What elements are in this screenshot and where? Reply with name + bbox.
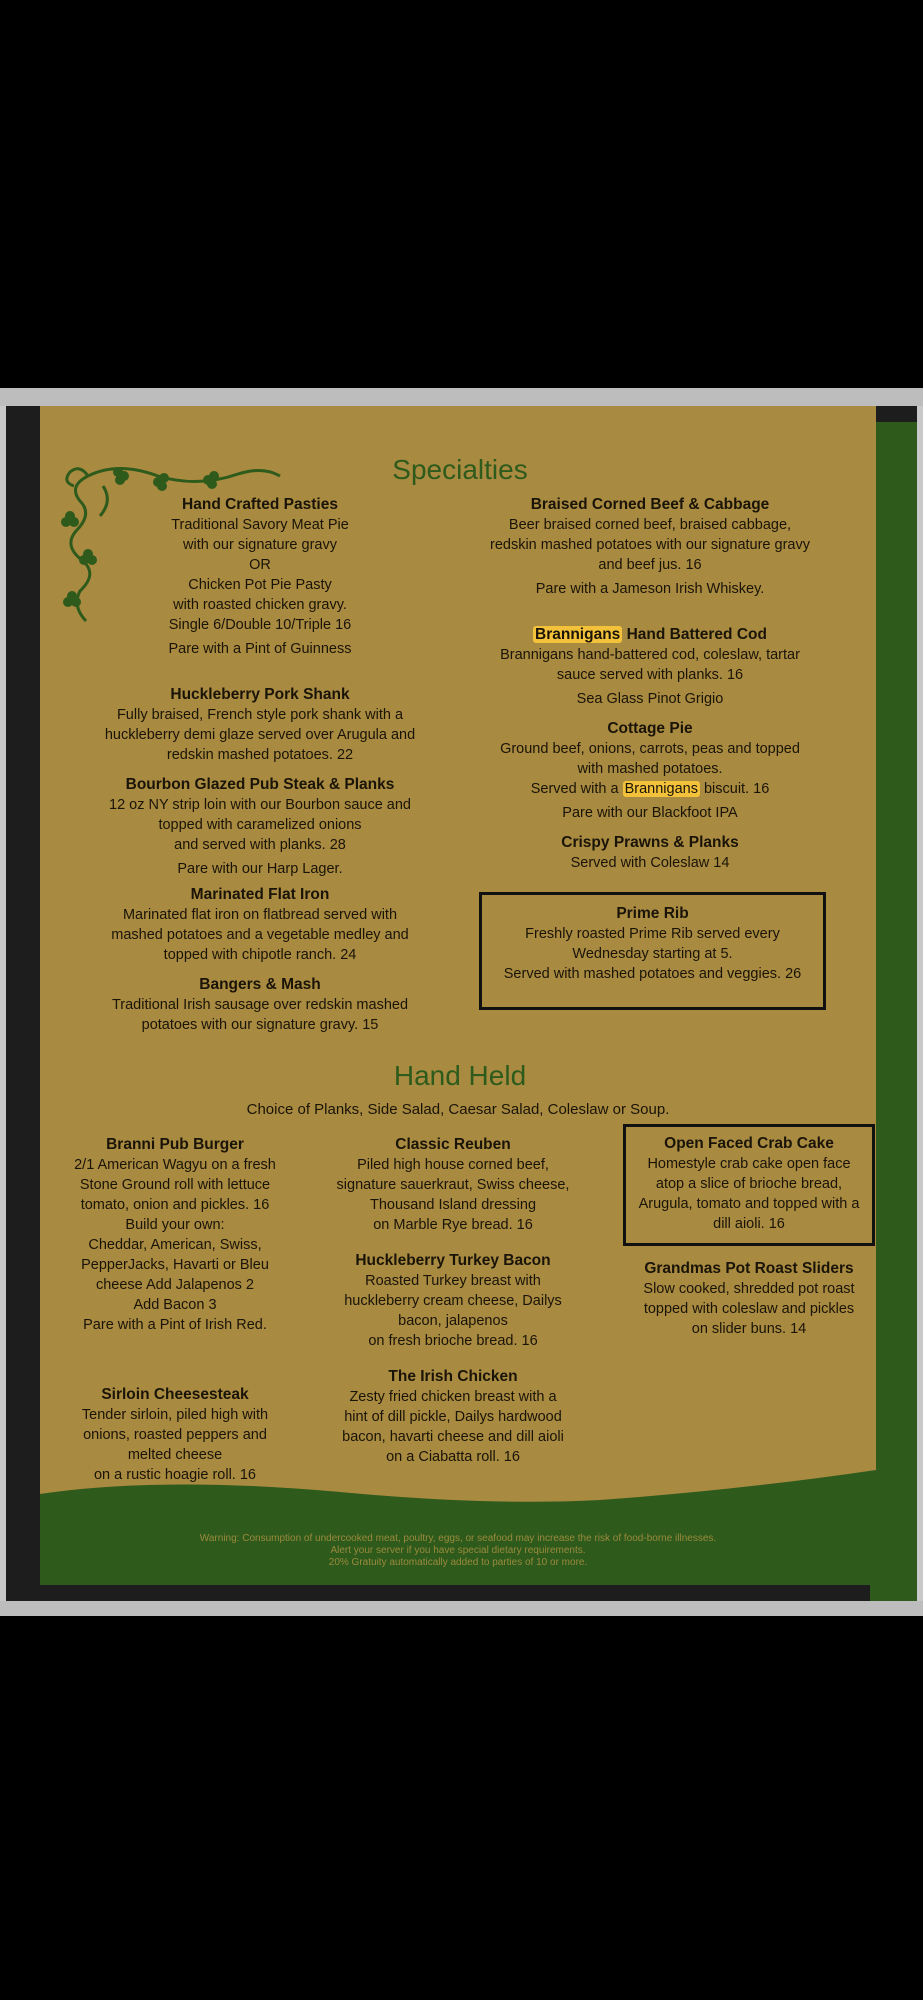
item-braised-corned-beef <box>470 494 830 599</box>
specialties-title: Specialties <box>392 454 528 485</box>
item-price-line: Single 6/Double 10/Triple 16 <box>168 617 352 633</box>
item-open-faced-crab-cake <box>626 1133 872 1234</box>
item-desc: mashed potatoes and a vegetable medley and <box>111 927 409 943</box>
item-desc: with our signature gravy <box>183 537 337 553</box>
item-price-line <box>470 779 830 799</box>
item-name: Prime Rib <box>616 905 689 922</box>
item-name: Bourbon Glazed Pub Steak & Planks <box>125 776 395 793</box>
item-desc: Wednesday starting at 5. <box>572 946 733 962</box>
item-price-line: Served with mashed potatoes and veggies. 26 <box>503 966 802 982</box>
prime-rib-box <box>479 892 826 1010</box>
item-price-line: on a rustic hoagie roll. 16 <box>93 1467 256 1483</box>
item-huckleberry-pork-shank <box>70 684 450 765</box>
item-name: Hand Crafted Pasties <box>182 496 338 513</box>
hand-held-sides: Choice of Planks, Side Salad, Caesar Salad, Coleslaw or Soup. <box>246 1101 670 1118</box>
item-price-line: tomato, onion and pickles. 16 <box>80 1197 270 1213</box>
item-desc: Build your own: <box>125 1217 225 1233</box>
item-name: Braised Corned Beef & Cabbage <box>530 496 770 513</box>
image-canvas <box>6 406 917 1601</box>
item-pairing: Sea Glass Pinot Grigio <box>576 691 724 707</box>
item-desc: Marinated flat iron on flatbread served with <box>122 907 398 923</box>
item-pairing: Pare with a Pint of Irish Red. <box>83 1317 267 1333</box>
item-desc: with mashed potatoes. <box>577 761 723 777</box>
item-price-line: sauce served with planks. 16 <box>556 667 744 683</box>
item-pairing: Pare with our Harp Lager. <box>177 861 343 877</box>
item-name: Branni Pub Burger <box>106 1136 244 1153</box>
item-desc: 12 oz NY strip loin with our Bourbon sauce and <box>109 797 411 813</box>
warning-line: 20% Gratuity automatically added to parties of 10 or more. <box>328 1557 588 1568</box>
hand-held-title: Hand Held <box>393 1060 527 1091</box>
item-desc: with roasted chicken gravy. <box>173 597 347 613</box>
item-name <box>470 624 830 645</box>
item-pairing: Pare with a Jameson Irish Whiskey. <box>535 581 765 597</box>
item-desc: OR <box>249 557 271 573</box>
image-viewer-frame <box>0 388 923 1616</box>
item-desc: atop a slice of brioche bread, <box>655 1176 843 1192</box>
item-price-line: redskin mashed potatoes. 22 <box>166 747 354 763</box>
item-desc: bacon, jalapenos <box>398 1313 508 1329</box>
item-desc: Ground beef, onions, carrots, peas and topped <box>500 741 800 757</box>
item-desc: Tender sirloin, piled high with <box>81 1407 269 1423</box>
warning-line: Alert your server if you have special dietary requirements. <box>330 1545 586 1556</box>
item-desc: Brannigans hand-battered cod, coleslaw, tartar <box>500 647 800 663</box>
item-price-line: and beef jus. 16 <box>598 557 702 573</box>
item-desc: hint of dill pickle, Dailys hardwood <box>344 1409 562 1425</box>
item-desc: Traditional Savory Meat Pie <box>171 517 349 533</box>
item-desc: Homestyle crab cake open face <box>647 1156 851 1172</box>
item-desc: PepperJacks, Havarti or Bleu <box>81 1257 269 1273</box>
search-highlight: Brannigans <box>535 626 621 643</box>
item-price-line: dill aioli. 16 <box>713 1216 785 1232</box>
item-desc: 2/1 American Wagyu on a fresh <box>74 1157 276 1173</box>
item-pairing: Pare with a Pint of Guinness <box>168 641 352 657</box>
item-classic-reuben <box>328 1134 578 1235</box>
item-desc: topped with caramelized onions <box>158 817 362 833</box>
item-desc: Slow cooked, shredded pot roast <box>643 1281 855 1297</box>
item-price-line: and served with planks. 28 <box>174 837 346 853</box>
item-cottage-pie <box>470 718 830 823</box>
served-text: Served with a <box>530 781 623 797</box>
item-desc: onions, roasted peppers and <box>83 1427 267 1443</box>
item-desc: bacon, havarti cheese and dill aioli <box>342 1429 564 1445</box>
item-desc: cheese Add Jalapenos 2 <box>95 1277 254 1293</box>
item-desc: Stone Ground roll with lettuce <box>79 1177 271 1193</box>
item-price-line: on Marble Rye bread. 16 <box>373 1217 533 1233</box>
item-name: Grandmas Pot Roast Sliders <box>644 1260 854 1277</box>
item-desc: melted cheese <box>127 1447 223 1463</box>
item-desc: Piled high house corned beef, <box>357 1157 549 1173</box>
item-price-line: on a Ciabatta roll. 16 <box>386 1449 520 1465</box>
item-name: Marinated Flat Iron <box>190 886 330 903</box>
item-name: Cottage Pie <box>607 720 693 737</box>
item-desc: Fully braised, French style pork shank with a <box>116 707 404 723</box>
frame-bottom-bar <box>0 1601 923 1616</box>
item-price-line: potatoes with our signature gravy. 15 <box>141 1017 379 1033</box>
item-brannigans-cod <box>470 624 830 709</box>
item-desc: huckleberry demi glaze served over Arugula and <box>104 727 416 743</box>
item-name: Huckleberry Pork Shank <box>170 686 350 703</box>
item-desc: Add Bacon 3 <box>133 1297 217 1313</box>
menu-page <box>40 406 876 1585</box>
item-bangers-mash <box>70 974 450 1035</box>
item-prime-rib <box>482 903 823 984</box>
item-desc: Roasted Turkey breast with <box>365 1273 541 1289</box>
item-name: Huckleberry Turkey Bacon <box>355 1252 551 1269</box>
item-desc: Freshly roasted Prime Rib served every <box>525 926 780 942</box>
item-hand-crafted-pasties <box>90 494 430 659</box>
crab-cake-box <box>623 1124 875 1246</box>
item-desc: Cheddar, American, Swiss, <box>88 1237 262 1253</box>
item-price-line: on fresh brioche bread. 16 <box>368 1333 538 1349</box>
item-desc: Zesty fried chicken breast with a <box>349 1389 557 1405</box>
item-desc: signature sauerkraut, Swiss cheese, <box>336 1177 570 1193</box>
item-price-line: topped with chipotle ranch. 24 <box>163 947 357 963</box>
item-price-line: Served with Coleslaw 14 <box>570 855 730 871</box>
warning-line: Warning: Consumption of undercooked meat, poultry, eggs, or seafood may increase the risk of food-borne illnesses. <box>199 1533 717 1544</box>
warning-footnote <box>40 1533 876 1569</box>
item-name: Classic Reuben <box>395 1136 511 1153</box>
item-desc: Beer braised corned beef, braised cabbage, <box>508 517 792 533</box>
served-text: biscuit. 16 <box>699 781 770 797</box>
search-highlight: Brannigans <box>624 781 698 797</box>
item-name: Crispy Prawns & Planks <box>561 834 739 851</box>
item-desc: Traditional Irish sausage over redskin mashed <box>111 997 409 1013</box>
item-name: Open Faced Crab Cake <box>664 1135 834 1152</box>
item-crispy-prawns <box>470 832 830 873</box>
menu-green-border <box>870 422 917 1601</box>
item-irish-chicken <box>328 1366 578 1467</box>
item-price-line: on slider buns. 14 <box>691 1321 807 1337</box>
item-desc: Arugula, tomato and topped with a <box>638 1196 860 1212</box>
item-desc: Chicken Pot Pie Pasty <box>188 577 332 593</box>
item-pairing: Pare with our Blackfoot IPA <box>562 805 738 821</box>
item-desc: topped with coleslaw and pickles <box>643 1301 855 1317</box>
item-bourbon-glazed-steak <box>70 774 450 879</box>
item-pot-roast-sliders <box>623 1258 875 1339</box>
item-name: Sirloin Cheesesteak <box>101 1386 249 1403</box>
item-name: The Irish Chicken <box>388 1368 518 1385</box>
item-name: Bangers & Mash <box>199 976 321 993</box>
item-branni-pub-burger <box>60 1134 290 1335</box>
item-desc: Thousand Island dressing <box>369 1197 537 1213</box>
item-name-rest: Hand Battered Cod <box>622 626 767 643</box>
item-huckleberry-turkey-bacon <box>328 1250 578 1351</box>
item-desc: huckleberry cream cheese, Dailys <box>344 1293 562 1309</box>
item-marinated-flat-iron <box>70 884 450 965</box>
frame-top-bar <box>0 388 923 406</box>
item-desc: redskin mashed potatoes with our signature gravy <box>490 537 810 553</box>
